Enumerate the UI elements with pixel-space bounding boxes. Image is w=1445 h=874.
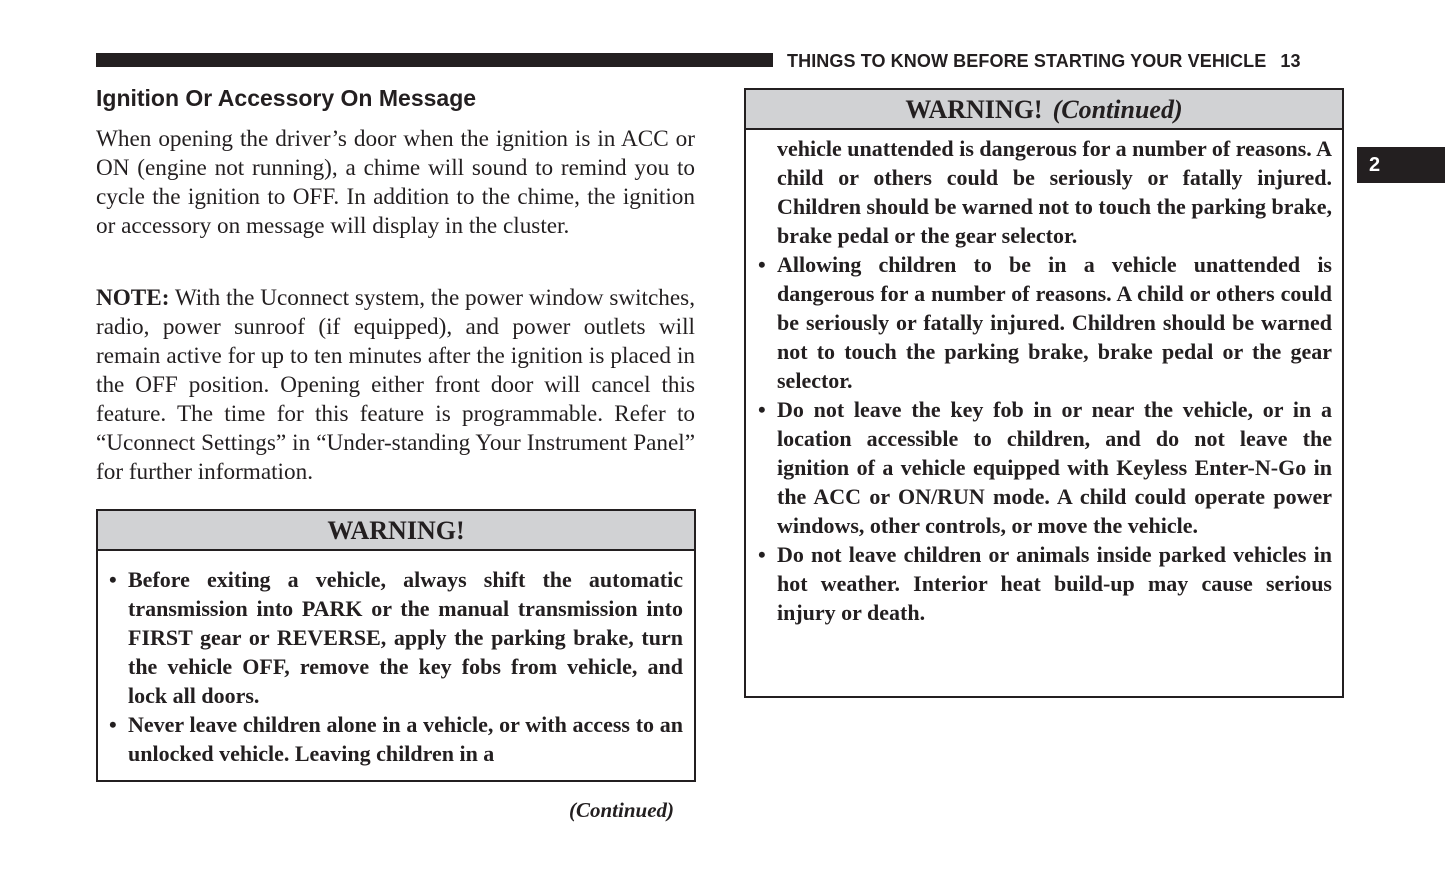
warning-title-text: WARNING! (905, 95, 1043, 124)
warning-bullet-text: Never leave children alone in a vehicle, or with access to an unlocked vehicle. Leaving children in a (128, 712, 683, 766)
warning-title (98, 511, 694, 551)
warning-box-continued (744, 88, 1344, 698)
warning-box (96, 509, 696, 782)
section-heading: Ignition Or Accessory On Message (96, 85, 477, 111)
note-text: With the Uconnect system, the power window switches, radio, power sunroof (if equipped), and power outlets will remain active for up to ten minutes after the ignition is placed in the OFF position. Opening either front door will cancel this feature. The time for this feature is programmable. Refer to “Uconnect Settings” in “Under-standing Your Instrument Panel” for further information. (96, 285, 695, 485)
warning-bullet (758, 395, 1332, 540)
warning-bullet-text: Do not leave the key fob in or near the vehicle, or in a location accessible to children, and do not leave the ignition of a vehicle equipped with Keyless Enter-N-Go in the ACC or ON/RUN mode. A child could operate power windows, other controls, or move the vehicle. (777, 397, 1332, 538)
warning-bullet-text: Do not leave children or animals inside parked vehicles in hot weather. Interior heat build-up may cause serious injury or death. (777, 542, 1332, 625)
continued-label: (Continued) (569, 798, 675, 822)
bullet-icon: • (758, 542, 766, 567)
section-tab: 2 (1357, 147, 1445, 183)
body-paragraph: When opening the driver’s door when the ignition is in ACC or ON (engine not running), a chime will sound to remind you to cycle the ignition to OFF. In addition to the chime, the ignition or accessory on message will display in the cluster. (96, 126, 695, 239)
warning-title-text: WARNING! (327, 516, 465, 545)
warning-bullet (758, 250, 1332, 395)
bullet-icon: • (758, 252, 766, 277)
warning-bullet (109, 565, 683, 710)
warning-bullet (758, 540, 1332, 627)
bullet-icon: • (109, 712, 117, 737)
warning-body (746, 130, 1342, 627)
page-number: 13 (1280, 51, 1301, 71)
bullet-icon: • (109, 567, 117, 592)
running-head (787, 50, 1301, 72)
running-title: THINGS TO KNOW BEFORE STARTING YOUR VEHICLE (787, 51, 1267, 71)
warning-bullet-text: Allowing children to be in a vehicle unattended is dangerous for a number of reasons. A child or others could be seriously or fatally injured. Children should be warned not to touch the parking brake, brake pedal or the gear selector. (777, 252, 1332, 393)
warning-title (746, 90, 1342, 130)
note-paragraph (96, 284, 695, 487)
note-label: NOTE: (96, 285, 170, 311)
warning-bullet-text: Before exiting a vehicle, always shift the automatic transmission into PARK or the manual transmission into FIRST gear or REVERSE, apply the parking brake, turn the vehicle OFF, remove the key fobs from vehicle, and lock all doors. (128, 567, 683, 708)
warning-bullet (109, 710, 683, 768)
bullet-icon: • (758, 397, 766, 422)
warning-title-continued: (Continued) (1052, 95, 1183, 124)
warning-continuation-text: vehicle unattended is dangerous for a number of reasons. A child or others could be seriously or fatally injured. Children should be warned not to touch the parking brake, brake pedal or the gear selector. (777, 136, 1332, 248)
header-rule-bar (96, 53, 773, 67)
warning-body (98, 551, 694, 768)
